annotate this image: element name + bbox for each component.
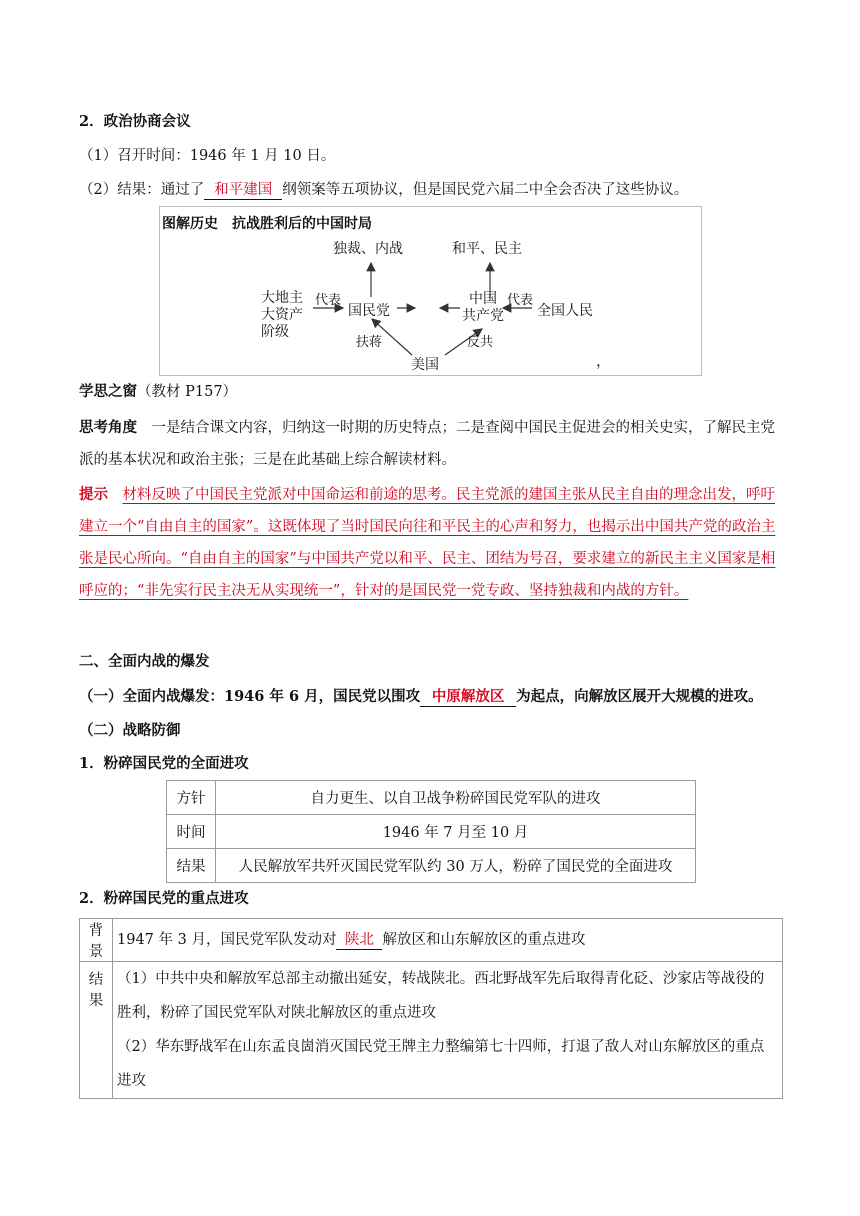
pcc-result-prefix: （2）结果：通过了 bbox=[79, 182, 205, 198]
thinking-angle-label: 思考角度 bbox=[79, 419, 137, 436]
sub-heading-key-offensive: 2．粉碎国民党的重点进攻 bbox=[79, 890, 249, 907]
key-offensive-table bbox=[79, 918, 783, 1099]
section-heading-civil-war: 二、全面内战的爆发 bbox=[79, 653, 210, 670]
study-window-source: （教材 P157） bbox=[137, 384, 238, 400]
full-offensive-table bbox=[166, 780, 696, 883]
table-row bbox=[80, 962, 783, 1099]
label-support-chiang: 扶蒋 bbox=[356, 335, 383, 350]
table-value bbox=[113, 962, 783, 1099]
situation-diagram bbox=[159, 206, 702, 376]
label-class: 阶级 bbox=[261, 324, 289, 340]
table-value: 人民解放军共歼灭国民党军队约 30 万人，粉碎了国民党的全面进攻 bbox=[216, 849, 696, 883]
table-row bbox=[167, 781, 696, 815]
outbreak-prefix: （一）全面内战爆发：1946 年 6 月，国民党以围攻 bbox=[79, 688, 421, 705]
study-window-title bbox=[79, 382, 237, 402]
pcc-time: （1）召开时间：1946 年 1 月 10 日。 bbox=[79, 148, 336, 164]
label-anti-communist: 反共 bbox=[467, 335, 494, 350]
label-landlords: 大地主 bbox=[261, 290, 303, 306]
label-kmt: 国民党 bbox=[348, 303, 390, 319]
table-key: 结果 bbox=[167, 849, 216, 883]
background-suffix: 解放区和山东解放区的重点进攻 bbox=[382, 932, 586, 948]
background-prefix: 1947 年 3 月，国民党军队发动对 bbox=[117, 932, 337, 948]
thinking-angle-text: 一是结合课文内容，归纳这一时期的历史特点；二是查阅中国民主促进会的相关史实，了解民主党派的基本状况和政治主张；三是在此基础上综合解读材料。 bbox=[79, 420, 775, 468]
thinking-angle bbox=[79, 412, 781, 476]
table-value: 自力更生、以自卫战争粉碎国民党军队的进攻 bbox=[216, 781, 696, 815]
hint-block bbox=[79, 479, 781, 607]
result-item-2: （2）华东野战军在山东孟良崮消灭国民党王牌主力整编第七十四师，打退了敌人对山东解放区的重点进攻 bbox=[117, 1039, 765, 1089]
table-value: 1946 年 7 月至 10 月 bbox=[216, 815, 696, 849]
table-key: 背景 bbox=[80, 919, 113, 962]
civil-war-outbreak bbox=[79, 687, 763, 707]
fill-blank-answer: 陕北 bbox=[344, 932, 374, 948]
table-row bbox=[80, 919, 783, 962]
pcc-result-suffix: 纲领案等五项协议，但是国民党六届二中全会否决了这些协议。 bbox=[282, 182, 689, 198]
outbreak-suffix: 为起点，向解放区展开大规模的进攻。 bbox=[516, 688, 763, 705]
label-ccp-1: 中国 bbox=[469, 291, 497, 307]
fill-blank bbox=[420, 688, 516, 707]
label-bourgeoisie: 大资产 bbox=[261, 307, 303, 323]
table-key: 时间 bbox=[167, 815, 216, 849]
diagram-title: 图解历史 抗战胜利后的中国时局 bbox=[162, 216, 372, 232]
study-window-label: 学思之窗 bbox=[79, 383, 137, 400]
fill-blank-answer: 和平建国 bbox=[214, 182, 273, 198]
label-ccp-2: 共产党 bbox=[462, 308, 504, 324]
table-row bbox=[167, 815, 696, 849]
diagram-comma: ， bbox=[596, 354, 611, 370]
result-item-1: （1）中共中央和解放军总部主动撤出延安，转战陕北。西北野战军先后取得青化砭、沙家店等战役的胜利，粉碎了国民党军队对陕北解放区的重点进攻 bbox=[117, 971, 765, 1021]
label-dictatorship: 独裁、内战 bbox=[333, 241, 403, 257]
label-represent-right: 代表 bbox=[507, 293, 534, 308]
label-represent-left: 代表 bbox=[315, 293, 342, 308]
hint-text: 材料反映了中国民主党派对中国命运和前途的思考。民主党派的建国主张从民主自由的理念出发，呼吁建立一个“自由自主的国家”。这既体现了当时国民向往和平民主的心声和努力，也揭示出中国共产党的政治主张是民心所向。“自由自主的国家”与中国共产党以和平、民主、团结为号召，要求建立的新民主主义国家是相呼应的；“非先实行民主决无从实现统一”，针对的是国民党一党专政、坚持独裁和内战的方针。 bbox=[79, 487, 776, 599]
label-people: 全国人民 bbox=[537, 303, 593, 319]
strategic-defense-heading: （二）战略防御 bbox=[79, 722, 181, 739]
label-usa: 美国 bbox=[411, 357, 439, 373]
table-key: 结果 bbox=[80, 962, 113, 1099]
table-value bbox=[113, 919, 783, 962]
table-key: 方针 bbox=[167, 781, 216, 815]
hint-label: 提示 bbox=[79, 486, 108, 503]
table-row bbox=[167, 849, 696, 883]
label-peace: 和平、民主 bbox=[452, 241, 522, 257]
sub-heading-full-offensive: 1．粉碎国民党的全面进攻 bbox=[79, 755, 249, 772]
fill-blank-answer: 中原解放区 bbox=[431, 688, 505, 705]
fill-blank bbox=[336, 931, 382, 950]
section-heading-pcc: 2．政治协商会议 bbox=[79, 113, 191, 130]
pcc-result bbox=[79, 180, 688, 200]
fill-blank bbox=[204, 181, 282, 200]
